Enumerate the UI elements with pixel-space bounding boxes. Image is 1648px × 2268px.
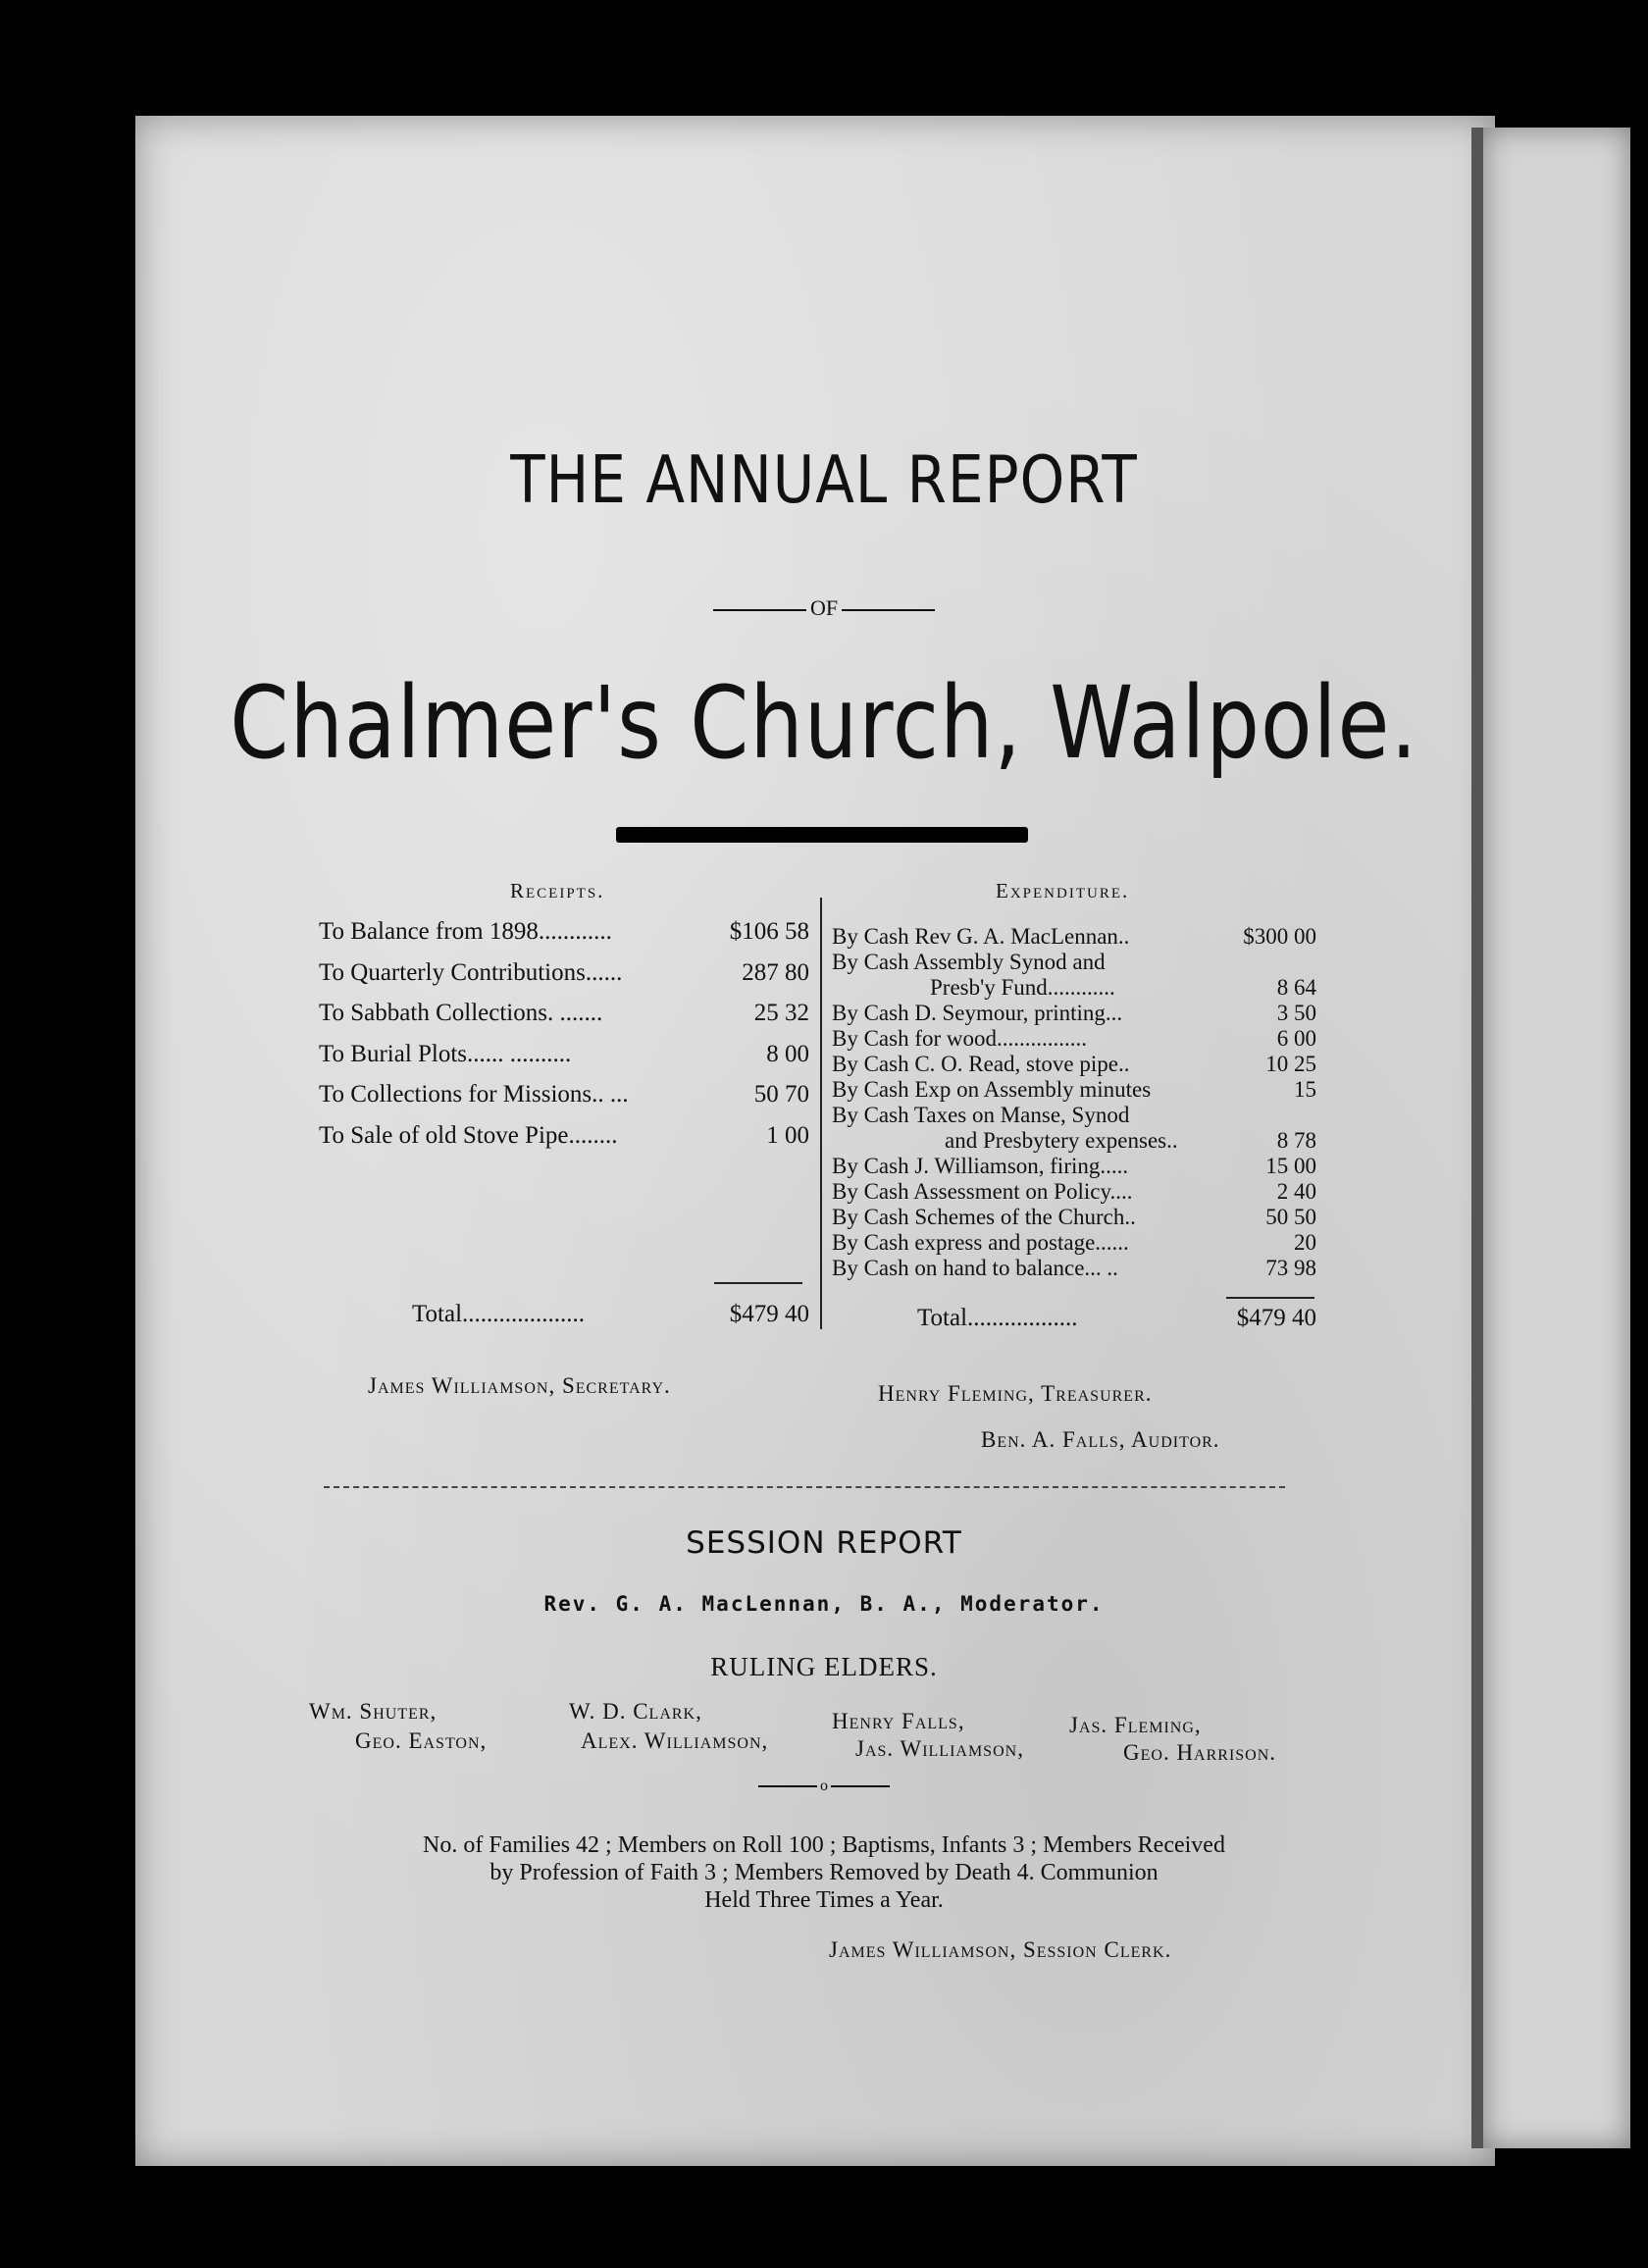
elder-name: Jas. Williamson, <box>855 1736 1024 1761</box>
statistics-line-2: by Profession of Faith 3 ; Members Removed by Death 4. Communion <box>489 1860 1159 1885</box>
elder-name: Jas. Fleming, <box>1069 1713 1202 1737</box>
report-title: THE ANNUAL REPORT <box>510 440 1138 519</box>
ruling-elders-heading: RULING ELDERS. <box>710 1652 938 1681</box>
statistics-line-3: Held Three Times a Year. <box>704 1887 944 1913</box>
elder-name: Wm. Shuter, <box>309 1699 438 1724</box>
elder-name: W. D. Clark, <box>569 1699 702 1724</box>
elders-separator <box>0 1778 1648 1795</box>
church-name: Chalmer's Church, Walpole. <box>230 666 1418 782</box>
expenditure-sum-rule <box>1226 1297 1314 1299</box>
elder-name: Geo. Harrison. <box>1123 1740 1277 1765</box>
statistics-line-1: No. of Families 42 ; Members on Roll 100 ; Baptisms, Infants 3 ; Members Received <box>423 1832 1225 1858</box>
elder-name: Henry Falls, <box>832 1709 965 1733</box>
title-rule <box>616 827 1028 843</box>
moderator-line: Rev. G. A. MacLennan, B. A., Moderator. <box>543 1592 1105 1616</box>
expenditure-heading: Expenditure. <box>996 879 1130 902</box>
treasurer-signature: Henry Fleming, Treasurer. <box>878 1381 1153 1406</box>
section-divider <box>324 1486 1285 1488</box>
session-report-heading: SESSION REPORT <box>686 1525 962 1561</box>
elder-name: Alex. Williamson, <box>581 1728 769 1753</box>
column-divider <box>820 898 822 1329</box>
of-line <box>0 595 1648 621</box>
of-text: OF <box>809 595 839 620</box>
receipts-sum-rule <box>714 1282 802 1284</box>
elder-name: Geo. Easton, <box>355 1728 488 1753</box>
separator-mark: o <box>820 1778 828 1794</box>
auditor-signature: Ben. A. Falls, Auditor. <box>981 1427 1220 1452</box>
session-clerk-signature: James Williamson, Session Clerk. <box>829 1937 1172 1962</box>
receipts-heading: Receipts. <box>510 879 605 902</box>
secretary-signature: James Williamson, Secretary. <box>368 1373 671 1398</box>
